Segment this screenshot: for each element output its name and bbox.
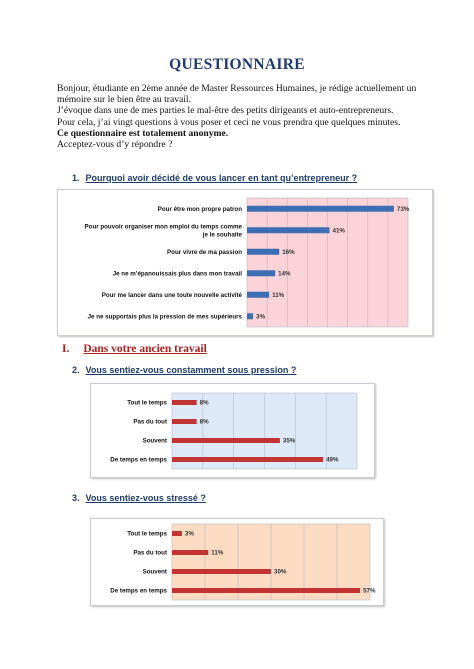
intro-line: Pour cela, j’ai vingt questions à vous poser et ceci ne vous prendra que quelques minutes.	[57, 116, 401, 128]
data-label: 41%	[332, 227, 345, 235]
chart-3	[91, 519, 383, 605]
data-label: 14%	[278, 270, 291, 278]
data-label: 49%	[326, 456, 339, 464]
section-text: Dans votre ancien travail	[83, 343, 207, 355]
intro-line: Bonjour, étudiante en 2ème année de Master Ressources Humaines, je rédige actuellement un	[57, 83, 417, 94]
data-label: 11%	[272, 291, 285, 299]
category-label: Pour me lancer dans une toute nouvelle activité	[101, 291, 242, 299]
data-label: 16%	[282, 248, 295, 256]
bar	[247, 206, 394, 212]
section-title	[62, 343, 207, 355]
category-label: je le souhaite	[202, 231, 242, 239]
category-label: Tout le temps	[127, 399, 167, 407]
intro-text	[57, 83, 437, 150]
bar	[247, 292, 269, 298]
category-label: Je ne supportais plus la pression de mes supérieurs	[87, 313, 242, 321]
chart-1	[58, 190, 432, 335]
data-label: 73%	[396, 205, 410, 213]
chart-2	[91, 384, 374, 477]
page-title: QUESTIONNAIRE	[169, 56, 305, 73]
bar	[172, 438, 280, 443]
question-text: Vous sentiez-vous constamment sous pression ?	[85, 365, 297, 375]
question-text: Pourquoi avoir décidé de vous lancer en tant qu’entrepreneur ?	[85, 173, 358, 183]
data-label: 8%	[199, 418, 209, 426]
question-number: 2.	[72, 365, 80, 375]
bar	[172, 419, 197, 424]
data-label: 3%	[184, 530, 194, 538]
bar	[172, 550, 208, 555]
question-number: 1.	[72, 173, 80, 183]
bar	[172, 569, 271, 574]
bar	[247, 313, 253, 319]
question-2-title	[72, 365, 296, 375]
question-text: Vous sentiez-vous stressé ?	[85, 493, 206, 503]
category-label: Souvent	[142, 568, 167, 576]
bar	[172, 588, 360, 593]
question-1-title	[72, 173, 357, 183]
intro-line: Acceptez-vous d’y répondre ?	[57, 139, 173, 151]
data-label: 57%	[363, 587, 376, 595]
bar	[172, 457, 323, 462]
question-3-title	[72, 493, 206, 503]
intro-anonymous-note: Ce questionnaire est totalement anonyme.	[57, 127, 229, 139]
category-label: Pour pouvoir organiser mon emploi du temps comme	[84, 223, 242, 231]
intro-line: J’évoque dans une de mes parties le mal-être des petits dirigeants et auto-entrepreneurs.	[57, 105, 394, 117]
chart-3-frame	[90, 518, 384, 606]
bar	[247, 270, 275, 276]
data-label: 11%	[211, 549, 224, 557]
category-label: Pas du tout	[133, 418, 167, 426]
category-label: Pour être mon propre patron	[157, 205, 242, 213]
category-label: Pas du tout	[133, 549, 167, 557]
data-label: 35%	[282, 437, 296, 445]
chart-1-frame	[57, 189, 433, 336]
category-label: De temps en temps	[110, 456, 167, 464]
bar	[172, 400, 197, 405]
category-label: Tout le temps	[127, 530, 167, 538]
category-label: Pour vivre de ma passion	[167, 248, 242, 256]
chart-2-frame	[90, 383, 375, 478]
bar	[172, 531, 182, 536]
category-label: De temps en temps	[110, 587, 167, 595]
category-label: Je ne m’épanouissais plus dans mon travail	[112, 270, 242, 278]
bar	[247, 249, 279, 255]
intro-line: mémoire sur le bien être au travail.	[57, 94, 191, 106]
data-label: 8%	[199, 399, 209, 407]
category-label: Souvent	[142, 437, 167, 445]
data-label: 3%	[256, 313, 265, 321]
section-number: I.	[62, 343, 70, 355]
question-number: 3.	[72, 493, 80, 503]
data-label: 30%	[274, 568, 287, 576]
bar	[247, 227, 330, 233]
